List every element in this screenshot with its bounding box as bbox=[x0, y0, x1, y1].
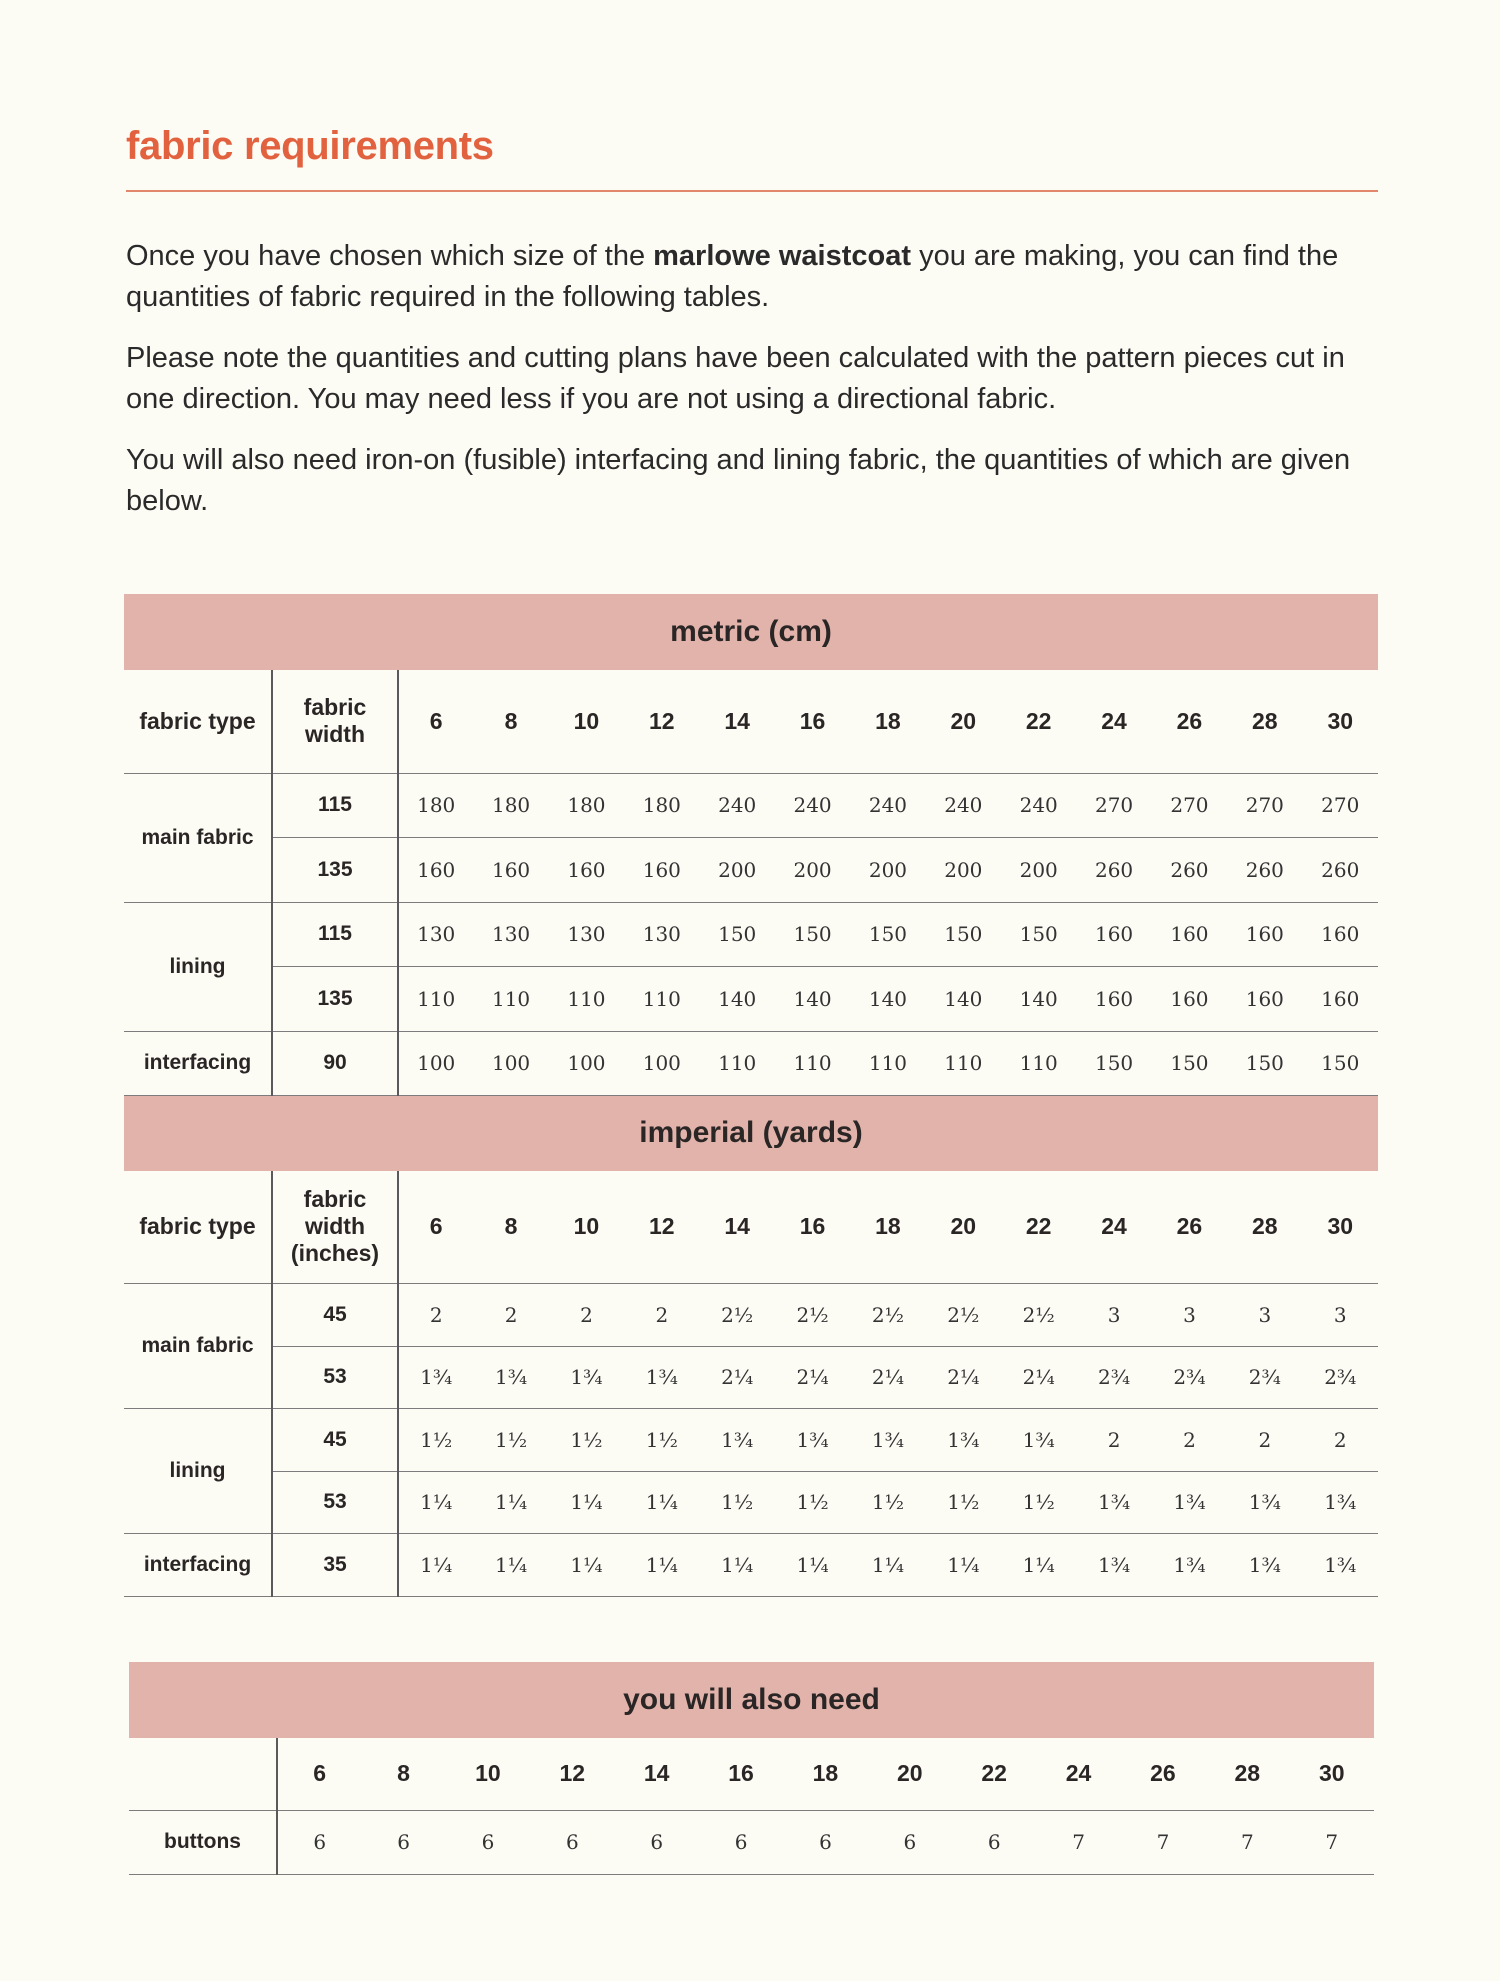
metric-col-fabric-type: fabric type bbox=[124, 670, 272, 773]
imperial-fabric-width-cell: 53 bbox=[272, 1346, 398, 1409]
imperial-value-cell: 1¾ bbox=[1303, 1471, 1379, 1534]
imperial-value-cell: 1¼ bbox=[398, 1471, 473, 1534]
imperial-value-cell: 1¼ bbox=[398, 1534, 473, 1597]
imperial-fabric-width-cell: 45 bbox=[272, 1284, 398, 1347]
imperial-size-header: 12 bbox=[624, 1171, 699, 1284]
imperial-value-cell: 1¾ bbox=[1227, 1534, 1302, 1597]
metric-row bbox=[124, 967, 1378, 1032]
metric-value-cell: 110 bbox=[624, 967, 699, 1032]
metric-value-cell: 160 bbox=[1303, 902, 1379, 967]
imperial-fabric-type-label: lining bbox=[124, 1409, 272, 1534]
also-need-size-header: 14 bbox=[615, 1738, 699, 1810]
metric-heading: metric (cm) bbox=[124, 594, 1378, 670]
imperial-size-header: 8 bbox=[473, 1171, 548, 1284]
metric-value-cell: 160 bbox=[1152, 967, 1227, 1032]
imperial-value-cell: 3 bbox=[1227, 1284, 1302, 1347]
imperial-value-cell: 2¾ bbox=[1303, 1346, 1379, 1409]
also-need-header-row bbox=[129, 1738, 1374, 1810]
imperial-value-cell: 1¾ bbox=[775, 1409, 850, 1472]
also-need-value-cell: 7 bbox=[1121, 1810, 1205, 1874]
imperial-size-header: 30 bbox=[1303, 1171, 1379, 1284]
metric-value-cell: 200 bbox=[850, 838, 925, 903]
imperial-value-cell: 1½ bbox=[398, 1409, 473, 1472]
imperial-value-cell: 1½ bbox=[624, 1409, 699, 1472]
imperial-size-header: 6 bbox=[398, 1171, 473, 1284]
metric-value-cell: 160 bbox=[1227, 967, 1302, 1032]
imperial-value-cell: 1½ bbox=[1001, 1471, 1076, 1534]
metric-value-cell: 150 bbox=[1076, 1031, 1151, 1096]
metric-row bbox=[124, 902, 1378, 967]
metric-value-cell: 240 bbox=[850, 773, 925, 838]
metric-value-cell: 260 bbox=[1152, 838, 1227, 903]
metric-value-cell: 200 bbox=[926, 838, 1001, 903]
metric-value-cell: 200 bbox=[1001, 838, 1076, 903]
metric-fabric-type-label: lining bbox=[124, 902, 272, 1031]
imperial-size-header: 18 bbox=[850, 1171, 925, 1284]
imperial-row bbox=[124, 1471, 1378, 1534]
metric-size-header: 8 bbox=[473, 670, 548, 773]
imperial-value-cell: 1¾ bbox=[1001, 1409, 1076, 1472]
imperial-value-cell: 1¾ bbox=[700, 1409, 775, 1472]
metric-size-header: 28 bbox=[1227, 670, 1302, 773]
also-need-value-cell: 6 bbox=[615, 1810, 699, 1874]
metric-size-header: 12 bbox=[624, 670, 699, 773]
also-need-size-header: 26 bbox=[1121, 1738, 1205, 1810]
metric-row bbox=[124, 1031, 1378, 1096]
imperial-value-cell: 1¾ bbox=[398, 1346, 473, 1409]
also-need-row bbox=[129, 1810, 1374, 1874]
metric-value-cell: 160 bbox=[1076, 902, 1151, 967]
imperial-band-row bbox=[124, 1096, 1378, 1171]
metric-value-cell: 260 bbox=[1303, 838, 1379, 903]
imperial-value-cell: 1¼ bbox=[775, 1534, 850, 1597]
also-need-size-header: 28 bbox=[1205, 1738, 1289, 1810]
metric-value-cell: 240 bbox=[926, 773, 1001, 838]
imperial-row bbox=[124, 1346, 1378, 1409]
also-need-size-header: 16 bbox=[699, 1738, 783, 1810]
metric-size-header: 20 bbox=[926, 670, 1001, 773]
also-need-size-header: 6 bbox=[277, 1738, 361, 1810]
metric-fabric-width-cell: 135 bbox=[272, 967, 398, 1032]
metric-value-cell: 200 bbox=[700, 838, 775, 903]
imperial-value-cell: 1¼ bbox=[1001, 1534, 1076, 1597]
also-need-value-cell: 6 bbox=[952, 1810, 1036, 1874]
imperial-value-cell: 1½ bbox=[473, 1409, 548, 1472]
metric-value-cell: 100 bbox=[473, 1031, 548, 1096]
imperial-value-cell: 2½ bbox=[926, 1284, 1001, 1347]
metric-value-cell: 160 bbox=[473, 838, 548, 903]
imperial-value-cell: 1¾ bbox=[1152, 1534, 1227, 1597]
metric-fabric-width-cell: 135 bbox=[272, 838, 398, 903]
imperial-value-cell: 1¼ bbox=[926, 1534, 1001, 1597]
imperial-value-cell: 2 bbox=[1303, 1409, 1379, 1472]
metric-value-cell: 130 bbox=[398, 902, 473, 967]
metric-value-cell: 160 bbox=[1076, 967, 1151, 1032]
metric-value-cell: 270 bbox=[1227, 773, 1302, 838]
metric-value-cell: 160 bbox=[549, 838, 624, 903]
imperial-value-cell: 1¾ bbox=[1076, 1534, 1151, 1597]
imperial-value-cell: 1¾ bbox=[549, 1346, 624, 1409]
imperial-value-cell: 2¾ bbox=[1152, 1346, 1227, 1409]
metric-value-cell: 140 bbox=[926, 967, 1001, 1032]
metric-value-cell: 140 bbox=[1001, 967, 1076, 1032]
metric-value-cell: 180 bbox=[624, 773, 699, 838]
imperial-value-cell: 1¼ bbox=[700, 1534, 775, 1597]
metric-value-cell: 160 bbox=[1152, 902, 1227, 967]
imperial-value-cell: 2¼ bbox=[926, 1346, 1001, 1409]
metric-size-header: 10 bbox=[549, 670, 624, 773]
also-need-size-header: 8 bbox=[361, 1738, 445, 1810]
metric-value-cell: 110 bbox=[1001, 1031, 1076, 1096]
metric-value-cell: 150 bbox=[1001, 902, 1076, 967]
also-need-size-header: 12 bbox=[530, 1738, 614, 1810]
imperial-value-cell: 1½ bbox=[775, 1471, 850, 1534]
metric-size-header: 14 bbox=[700, 670, 775, 773]
also-need-value-cell: 7 bbox=[1290, 1810, 1375, 1874]
metric-value-cell: 130 bbox=[549, 902, 624, 967]
imperial-size-header: 20 bbox=[926, 1171, 1001, 1284]
imperial-value-cell: 3 bbox=[1152, 1284, 1227, 1347]
fabric-requirements-table bbox=[124, 594, 1378, 1597]
metric-size-header: 22 bbox=[1001, 670, 1076, 773]
metric-value-cell: 240 bbox=[1001, 773, 1076, 838]
metric-value-cell: 160 bbox=[1303, 967, 1379, 1032]
metric-size-header: 6 bbox=[398, 670, 473, 773]
imperial-value-cell: 3 bbox=[1303, 1284, 1379, 1347]
imperial-fabric-type-label: main fabric bbox=[124, 1284, 272, 1409]
imperial-value-cell: 1¼ bbox=[549, 1471, 624, 1534]
imperial-value-cell: 1¼ bbox=[624, 1471, 699, 1534]
imperial-value-cell: 2½ bbox=[700, 1284, 775, 1347]
imperial-size-header: 24 bbox=[1076, 1171, 1151, 1284]
also-need-size-header: 20 bbox=[868, 1738, 952, 1810]
also-need-size-header: 22 bbox=[952, 1738, 1036, 1810]
metric-value-cell: 110 bbox=[926, 1031, 1001, 1096]
metric-value-cell: 150 bbox=[926, 902, 1001, 967]
metric-value-cell: 270 bbox=[1076, 773, 1151, 838]
imperial-size-header: 28 bbox=[1227, 1171, 1302, 1284]
metric-value-cell: 160 bbox=[398, 838, 473, 903]
metric-size-header: 18 bbox=[850, 670, 925, 773]
imperial-size-header: 14 bbox=[700, 1171, 775, 1284]
metric-header-row bbox=[124, 670, 1378, 773]
metric-row bbox=[124, 773, 1378, 838]
metric-value-cell: 150 bbox=[1303, 1031, 1379, 1096]
metric-fabric-type-label: main fabric bbox=[124, 773, 272, 902]
intro-paragraph-3: You will also need iron-on (fusible) interfacing and lining fabric, the quantities of which are given below. bbox=[126, 444, 1351, 517]
imperial-size-header: 10 bbox=[549, 1171, 624, 1284]
imperial-col-fabric-width: fabric width (inches) bbox=[272, 1171, 398, 1284]
imperial-value-cell: 2¾ bbox=[1076, 1346, 1151, 1409]
imperial-value-cell: 3 bbox=[1076, 1284, 1151, 1347]
metric-value-cell: 180 bbox=[549, 773, 624, 838]
also-need-value-cell: 6 bbox=[530, 1810, 614, 1874]
imperial-value-cell: 1¾ bbox=[473, 1346, 548, 1409]
imperial-value-cell: 1¼ bbox=[549, 1534, 624, 1597]
page bbox=[126, 118, 1378, 542]
also-need-size-header: 10 bbox=[446, 1738, 530, 1810]
metric-value-cell: 110 bbox=[473, 967, 548, 1032]
also-need-table bbox=[129, 1662, 1374, 1875]
imperial-value-cell: 2¼ bbox=[700, 1346, 775, 1409]
also-need-value-cell: 7 bbox=[1036, 1810, 1120, 1874]
imperial-value-cell: 1¾ bbox=[624, 1346, 699, 1409]
imperial-fabric-type-label: interfacing bbox=[124, 1534, 272, 1597]
intro-paragraph-1: Once you have chosen which size of the marlowe waistcoat you are making, you can find the quantities of fabric required in the following tables. bbox=[126, 240, 1339, 313]
imperial-size-header: 16 bbox=[775, 1171, 850, 1284]
metric-value-cell: 110 bbox=[700, 1031, 775, 1096]
metric-size-header: 16 bbox=[775, 670, 850, 773]
metric-size-header: 26 bbox=[1152, 670, 1227, 773]
metric-value-cell: 270 bbox=[1303, 773, 1379, 838]
metric-size-header: 24 bbox=[1076, 670, 1151, 773]
imperial-value-cell: 2 bbox=[549, 1284, 624, 1347]
metric-fabric-width-cell: 90 bbox=[272, 1031, 398, 1096]
imperial-value-cell: 2¼ bbox=[1001, 1346, 1076, 1409]
also-need-value-cell: 6 bbox=[783, 1810, 867, 1874]
also-need-band-row bbox=[129, 1662, 1374, 1738]
metric-value-cell: 180 bbox=[398, 773, 473, 838]
imperial-value-cell: 1¼ bbox=[624, 1534, 699, 1597]
imperial-value-cell: 1½ bbox=[850, 1471, 925, 1534]
also-need-heading: you will also need bbox=[129, 1662, 1374, 1738]
imperial-value-cell: 2¼ bbox=[775, 1346, 850, 1409]
metric-value-cell: 140 bbox=[775, 967, 850, 1032]
imperial-value-cell: 2 bbox=[1076, 1409, 1151, 1472]
also-need-label: buttons bbox=[129, 1810, 277, 1874]
imperial-value-cell: 1¾ bbox=[850, 1409, 925, 1472]
also-need-value-cell: 7 bbox=[1205, 1810, 1289, 1874]
imperial-value-cell: 2 bbox=[473, 1284, 548, 1347]
metric-value-cell: 200 bbox=[775, 838, 850, 903]
metric-value-cell: 130 bbox=[624, 902, 699, 967]
imperial-value-cell: 1½ bbox=[926, 1471, 1001, 1534]
also-need-value-cell: 6 bbox=[868, 1810, 952, 1874]
imperial-value-cell: 2 bbox=[1152, 1409, 1227, 1472]
imperial-value-cell: 2¾ bbox=[1227, 1346, 1302, 1409]
imperial-value-cell: 2 bbox=[1227, 1409, 1302, 1472]
imperial-value-cell: 1½ bbox=[549, 1409, 624, 1472]
imperial-value-cell: 2 bbox=[624, 1284, 699, 1347]
metric-value-cell: 260 bbox=[1227, 838, 1302, 903]
imperial-value-cell: 1¼ bbox=[473, 1534, 548, 1597]
metric-value-cell: 160 bbox=[624, 838, 699, 903]
imperial-col-fabric-type: fabric type bbox=[124, 1171, 272, 1284]
metric-value-cell: 110 bbox=[398, 967, 473, 1032]
also-need-value-cell: 6 bbox=[446, 1810, 530, 1874]
metric-value-cell: 240 bbox=[700, 773, 775, 838]
imperial-header-row bbox=[124, 1171, 1378, 1284]
metric-value-cell: 140 bbox=[700, 967, 775, 1032]
imperial-value-cell: 2½ bbox=[775, 1284, 850, 1347]
page-title: fabric requirements bbox=[126, 124, 494, 168]
imperial-value-cell: 1¼ bbox=[850, 1534, 925, 1597]
metric-fabric-width-cell: 115 bbox=[272, 773, 398, 838]
metric-value-cell: 150 bbox=[775, 902, 850, 967]
imperial-value-cell: 1½ bbox=[700, 1471, 775, 1534]
metric-value-cell: 130 bbox=[473, 902, 548, 967]
imperial-size-header: 22 bbox=[1001, 1171, 1076, 1284]
also-need-value-cell: 6 bbox=[699, 1810, 783, 1874]
also-need-value-cell: 6 bbox=[361, 1810, 445, 1874]
also-need-blank-header bbox=[129, 1738, 277, 1810]
metric-value-cell: 270 bbox=[1152, 773, 1227, 838]
metric-fabric-type-label: interfacing bbox=[124, 1031, 272, 1096]
metric-value-cell: 140 bbox=[850, 967, 925, 1032]
metric-band-row bbox=[124, 594, 1378, 670]
metric-col-fabric-width: fabric width bbox=[272, 670, 398, 773]
also-need-size-header: 30 bbox=[1290, 1738, 1375, 1810]
pattern-name: marlowe waistcoat bbox=[653, 240, 912, 272]
imperial-row bbox=[124, 1284, 1378, 1347]
imperial-value-cell: 2¼ bbox=[850, 1346, 925, 1409]
metric-value-cell: 100 bbox=[549, 1031, 624, 1096]
imperial-fabric-width-cell: 53 bbox=[272, 1471, 398, 1534]
metric-value-cell: 100 bbox=[624, 1031, 699, 1096]
metric-size-header: 30 bbox=[1303, 670, 1379, 773]
metric-value-cell: 110 bbox=[549, 967, 624, 1032]
metric-value-cell: 100 bbox=[398, 1031, 473, 1096]
imperial-fabric-width-cell: 35 bbox=[272, 1534, 398, 1597]
imperial-size-header: 26 bbox=[1152, 1171, 1227, 1284]
imperial-row bbox=[124, 1534, 1378, 1597]
metric-value-cell: 150 bbox=[1227, 1031, 1302, 1096]
also-need-value-cell: 6 bbox=[277, 1810, 361, 1874]
metric-row bbox=[124, 838, 1378, 903]
imperial-value-cell: 1¾ bbox=[1227, 1471, 1302, 1534]
imperial-value-cell: 1¾ bbox=[1076, 1471, 1151, 1534]
metric-value-cell: 260 bbox=[1076, 838, 1151, 903]
title-divider bbox=[126, 190, 1378, 192]
imperial-value-cell: 1¾ bbox=[926, 1409, 1001, 1472]
intro-paragraph-2: Please note the quantities and cutting plans have been calculated with the pattern pieces cut in one direction. You may need less if you are not using a directional fabric. bbox=[126, 342, 1345, 415]
imperial-heading: imperial (yards) bbox=[124, 1096, 1378, 1171]
metric-value-cell: 240 bbox=[775, 773, 850, 838]
metric-value-cell: 150 bbox=[700, 902, 775, 967]
metric-fabric-width-cell: 115 bbox=[272, 902, 398, 967]
metric-value-cell: 180 bbox=[473, 773, 548, 838]
metric-value-cell: 150 bbox=[850, 902, 925, 967]
imperial-value-cell: 2½ bbox=[850, 1284, 925, 1347]
also-need-size-header: 18 bbox=[783, 1738, 867, 1810]
imperial-fabric-width-cell: 45 bbox=[272, 1409, 398, 1472]
imperial-row bbox=[124, 1409, 1378, 1472]
imperial-value-cell: 2 bbox=[398, 1284, 473, 1347]
metric-value-cell: 110 bbox=[775, 1031, 850, 1096]
intro-text bbox=[126, 236, 1378, 522]
imperial-value-cell: 1¾ bbox=[1303, 1534, 1379, 1597]
metric-value-cell: 150 bbox=[1152, 1031, 1227, 1096]
imperial-value-cell: 1¼ bbox=[473, 1471, 548, 1534]
metric-value-cell: 110 bbox=[850, 1031, 925, 1096]
imperial-value-cell: 2½ bbox=[1001, 1284, 1076, 1347]
metric-value-cell: 160 bbox=[1227, 902, 1302, 967]
imperial-value-cell: 1¾ bbox=[1152, 1471, 1227, 1534]
also-need-size-header: 24 bbox=[1036, 1738, 1120, 1810]
